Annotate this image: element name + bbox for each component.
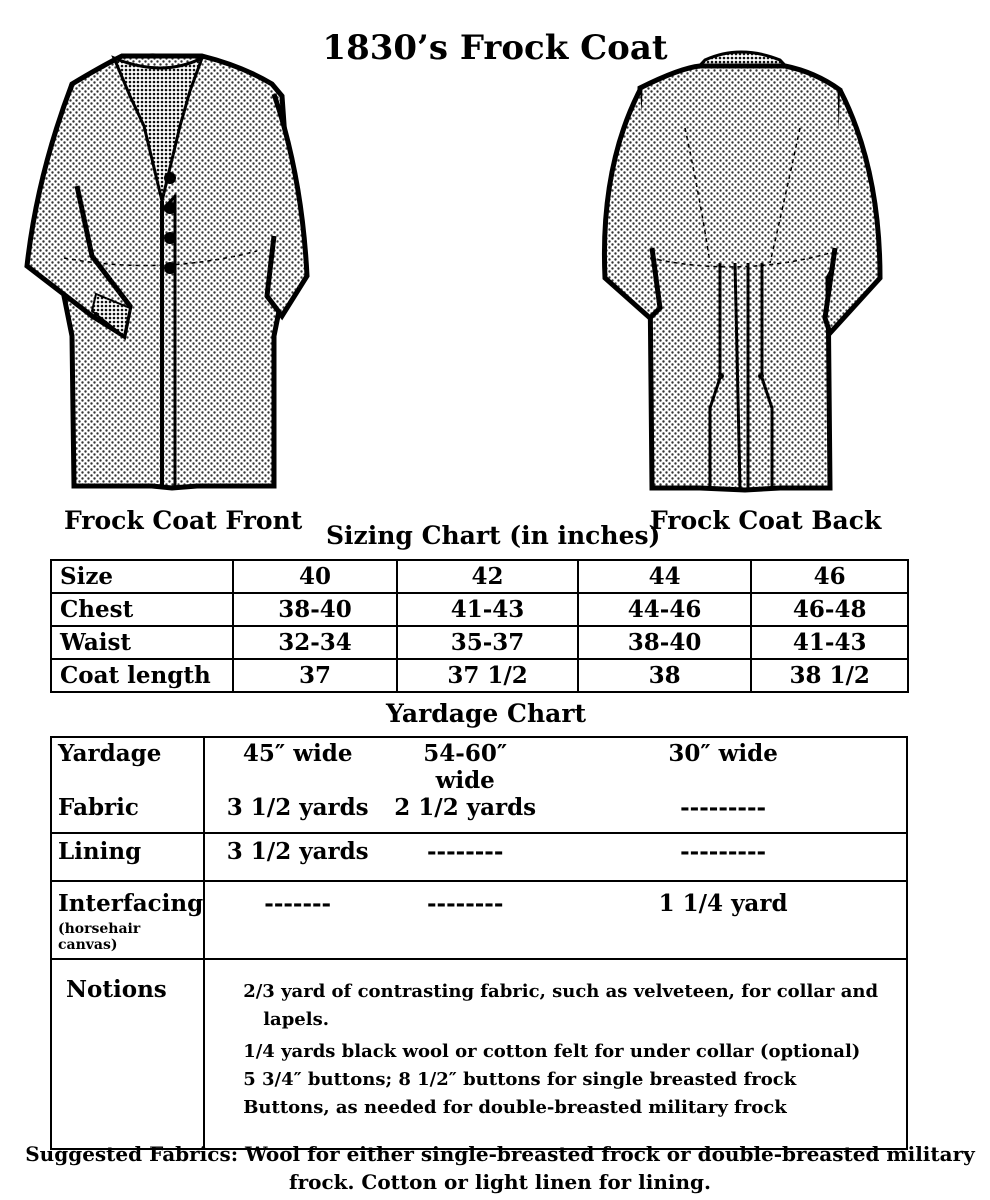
sizing-chart-title: Sizing Chart (in inches) bbox=[326, 521, 661, 550]
table-cell: Yardage bbox=[51, 737, 204, 794]
table-cell: --------- bbox=[540, 833, 907, 881]
table-row bbox=[51, 881, 907, 959]
table-cell: 44-46 bbox=[578, 593, 752, 626]
table-row bbox=[51, 560, 908, 593]
front-caption: Frock Coat Front bbox=[64, 506, 303, 535]
table-cell: --------- bbox=[540, 794, 907, 833]
table-cell: 1 1/4 yard bbox=[540, 881, 907, 959]
table-cell: Chest bbox=[51, 593, 233, 626]
notions-cell bbox=[204, 959, 907, 1149]
table-cell: 42 bbox=[397, 560, 578, 593]
table-row bbox=[51, 626, 908, 659]
table-cell: 35-37 bbox=[397, 626, 578, 659]
table-cell: 40 bbox=[233, 560, 398, 593]
footer-line-2: frock. Cotton or light linen for lining. bbox=[288, 1170, 711, 1194]
notions-list bbox=[243, 978, 906, 1122]
table-cell: Lining bbox=[51, 833, 204, 881]
frock-coat-front-illustration bbox=[12, 36, 312, 496]
table-cell: 3 1/2 yards bbox=[204, 833, 390, 881]
list-item: 1/4 yards black wool or cotton felt for under collar (optional) bbox=[243, 1041, 861, 1062]
table-cell: 38 1/2 bbox=[751, 659, 908, 692]
table-row bbox=[51, 794, 907, 833]
table-cell: 37 1/2 bbox=[397, 659, 578, 692]
table-cell: ------- bbox=[204, 881, 390, 959]
table-cell: -------- bbox=[390, 881, 540, 959]
list-item: lapels. bbox=[263, 1009, 329, 1030]
list-item: Buttons, as needed for double-breasted military frock bbox=[243, 1097, 787, 1118]
interfacing-sublabel: (horsehair canvas) bbox=[58, 921, 141, 953]
yardage-chart-title: Yardage Chart bbox=[386, 699, 587, 728]
table-cell: 46-48 bbox=[751, 593, 908, 626]
list-item: 2/3 yard of contrasting fabric, such as velveteen, for collar and bbox=[243, 981, 879, 1002]
table-cell: 2 1/2 yards bbox=[390, 794, 540, 833]
table-row bbox=[51, 659, 908, 692]
table-cell: Fabric bbox=[51, 794, 204, 833]
table-row bbox=[51, 737, 907, 794]
table-cell: 41-43 bbox=[397, 593, 578, 626]
table-row bbox=[51, 833, 907, 881]
notions-label: Notions bbox=[51, 959, 204, 1149]
table-cell: 38 bbox=[578, 659, 752, 692]
page-title: 1830’s Frock Coat bbox=[322, 28, 668, 68]
table-cell: 41-43 bbox=[751, 626, 908, 659]
table-cell: Size bbox=[51, 560, 233, 593]
back-caption: Frock Coat Back bbox=[650, 506, 882, 535]
table-cell: 38-40 bbox=[578, 626, 752, 659]
table-cell: Coat length bbox=[51, 659, 233, 692]
interfacing-cell bbox=[51, 881, 204, 959]
interfacing-label: Interfacing bbox=[58, 890, 204, 917]
table-cell: 54-60″ wide bbox=[423, 740, 508, 794]
table-cell: 38-40 bbox=[233, 593, 398, 626]
table-cell: 44 bbox=[578, 560, 752, 593]
table-cell: 45″ wide bbox=[242, 740, 353, 767]
table-row bbox=[51, 593, 908, 626]
suggested-fabrics-note bbox=[20, 1140, 980, 1196]
table-cell: Waist bbox=[51, 626, 233, 659]
table-cell: 30″ wide bbox=[668, 740, 778, 767]
footer-line-1: Suggested Fabrics: Wool for either single-breasted frock or double-breasted military bbox=[25, 1142, 975, 1166]
frock-coat-back-illustration bbox=[590, 48, 890, 494]
sizing-table bbox=[50, 559, 909, 693]
table-cell: -------- bbox=[390, 833, 540, 881]
table-cell: 32-34 bbox=[233, 626, 398, 659]
table-cell: 37 bbox=[233, 659, 398, 692]
list-item: 5 3/4″ buttons; 8 1/2″ buttons for single breasted frock bbox=[243, 1069, 797, 1090]
table-cell: 46 bbox=[751, 560, 908, 593]
yardage-table bbox=[50, 736, 908, 1150]
table-cell: 3 1/2 yards bbox=[204, 794, 390, 833]
table-row bbox=[51, 959, 907, 1149]
